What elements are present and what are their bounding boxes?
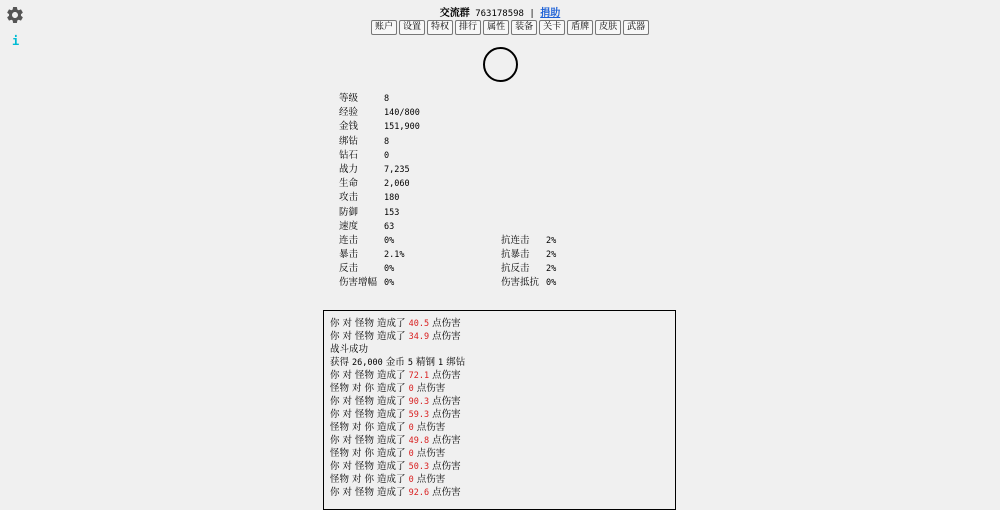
damage-value: 40.5: [408, 319, 430, 329]
log-text: 你 对 怪物 造成了: [330, 318, 406, 329]
loading-spinner: [483, 47, 518, 82]
nav-button[interactable]: 排行: [455, 20, 481, 35]
nav-button[interactable]: 皮肤: [595, 20, 621, 35]
log-line: [330, 395, 675, 408]
stat-label: 钻石: [339, 149, 359, 161]
nav-button[interactable]: 属性: [483, 20, 509, 35]
log-text: 你 对 怪物 造成了: [330, 409, 406, 420]
stat-value: 180: [384, 193, 400, 204]
stat-label: 速度: [339, 220, 359, 232]
nav-button[interactable]: 关卡: [539, 20, 565, 35]
log-suffix: 点伤害: [432, 409, 461, 420]
log-suffix: 点伤害: [432, 370, 461, 381]
log-text: 你 对 怪物 造成了: [330, 396, 406, 407]
log-text: 怪物 对 你 造成了: [330, 448, 406, 459]
nav-button[interactable]: 盾牌: [567, 20, 593, 35]
stat-label: 连击: [339, 234, 359, 246]
log-line: [330, 356, 675, 369]
nav-button[interactable]: 设置: [399, 20, 425, 35]
log-text: 你 对 怪物 造成了: [330, 461, 406, 472]
log-line: [330, 369, 675, 382]
damage-value: 72.1: [408, 371, 430, 381]
damage-value: 0: [408, 423, 414, 433]
damage-value: 50.3: [408, 462, 430, 472]
stat-label: 防御: [339, 206, 359, 218]
stat-value: 140/800: [384, 108, 420, 119]
log-text: 你 对 怪物 造成了: [330, 487, 406, 498]
log-line: [330, 421, 675, 434]
log-line: [330, 382, 675, 395]
header: [0, 4, 1000, 19]
reward-diamond: 1: [438, 358, 444, 368]
log-text: 你 对 怪物 造成了: [330, 435, 406, 446]
log-suffix: 点伤害: [432, 487, 461, 498]
stat-value: 2,060: [384, 179, 410, 190]
log-suffix: 点伤害: [432, 396, 461, 407]
log-suffix: 点伤害: [432, 318, 461, 329]
stat-value: 8: [384, 136, 390, 147]
log-text: 你 对 怪物 造成了: [330, 370, 406, 381]
log-text: 怪物 对 你 造成了: [330, 422, 406, 433]
info-icon[interactable]: i: [12, 34, 20, 48]
log-line: [330, 408, 675, 421]
log-text: 怪物 对 你 造成了: [330, 474, 406, 485]
log-line: [330, 330, 675, 343]
stat-label: 抗反击: [501, 263, 530, 275]
log-suffix: 点伤害: [416, 422, 446, 433]
group-title: 交流群: [439, 8, 470, 19]
log-line: [330, 460, 675, 473]
damage-value: 59.3: [408, 410, 430, 420]
log-line: [330, 343, 675, 356]
damage-value: 0: [408, 449, 414, 459]
damage-value: 92.6: [408, 488, 430, 498]
log-text: 怪物 对 你 造成了: [330, 383, 406, 394]
damage-value: 0: [408, 384, 414, 394]
reward-label: 金币: [385, 357, 405, 368]
header-separator: |: [529, 9, 535, 19]
stat-value: 0%: [384, 264, 395, 275]
reward-label: 精钢: [416, 357, 436, 368]
stat-value: 2%: [546, 264, 557, 275]
log-line: [330, 317, 675, 330]
stat-label: 等级: [339, 93, 359, 104]
stat-value: 0%: [384, 235, 395, 246]
nav-button[interactable]: 特权: [427, 20, 453, 35]
stat-value: 2.1%: [384, 250, 405, 261]
damage-value: 90.3: [408, 397, 430, 407]
log-text: 你 对 怪物 造成了: [330, 331, 406, 342]
reward-gold: 26,000: [352, 358, 383, 368]
nav-button[interactable]: 武器: [623, 20, 649, 35]
stat-label: 伤害增幅: [339, 277, 378, 289]
stat-value: 0%: [546, 278, 557, 289]
stat-label: 抗连击: [501, 234, 530, 246]
stat-value: 7,235: [384, 164, 410, 175]
stat-value: 63: [384, 221, 395, 232]
log-line: [330, 486, 675, 499]
log-text: 战斗成功: [330, 344, 369, 355]
stat-label: 战力: [339, 163, 359, 175]
damage-value: 34.9: [408, 332, 430, 342]
log-suffix: 点伤害: [416, 474, 446, 485]
damage-value: 49.8: [408, 436, 430, 446]
log-suffix: 点伤害: [432, 435, 461, 446]
stat-value: 0: [384, 150, 390, 161]
nav-button[interactable]: 账户: [371, 20, 397, 35]
nav-button[interactable]: 装备: [511, 20, 537, 35]
log-suffix: 点伤害: [416, 383, 446, 394]
stat-label: 金钱: [339, 121, 359, 133]
stat-label: 攻击: [339, 192, 359, 204]
battle-log[interactable]: [323, 310, 676, 510]
log-line: [330, 447, 675, 460]
log-suffix: 点伤害: [416, 448, 446, 459]
log-suffix: 点伤害: [432, 331, 461, 342]
stat-value: 8: [384, 94, 390, 104]
reward-label: 绑钻: [446, 357, 466, 368]
stat-label: 伤害抵抗: [501, 277, 540, 289]
stat-label: 暴击: [339, 249, 359, 261]
stat-label: 反击: [339, 263, 359, 275]
log-line: [330, 473, 675, 486]
stat-value: 151,900: [384, 122, 420, 133]
stat-label: 经验: [339, 107, 359, 119]
reward-steel: 5: [407, 358, 413, 368]
stat-label: 生命: [339, 178, 359, 190]
log-line: [330, 434, 675, 447]
stat-value: 2%: [546, 250, 557, 261]
stat-value: 0%: [384, 278, 395, 289]
damage-value: 0: [408, 475, 414, 485]
stat-value: 2%: [546, 235, 557, 246]
nav-bar: [371, 20, 649, 35]
log-suffix: 点伤害: [432, 461, 461, 472]
donate-link[interactable]: 捐助: [540, 8, 561, 19]
reward-prefix: 获得: [330, 357, 350, 368]
stat-label: 抗暴击: [501, 249, 530, 261]
group-number: 763178598: [475, 9, 524, 19]
stat-value: 153: [384, 207, 400, 218]
stat-label: 绑钻: [339, 135, 359, 147]
